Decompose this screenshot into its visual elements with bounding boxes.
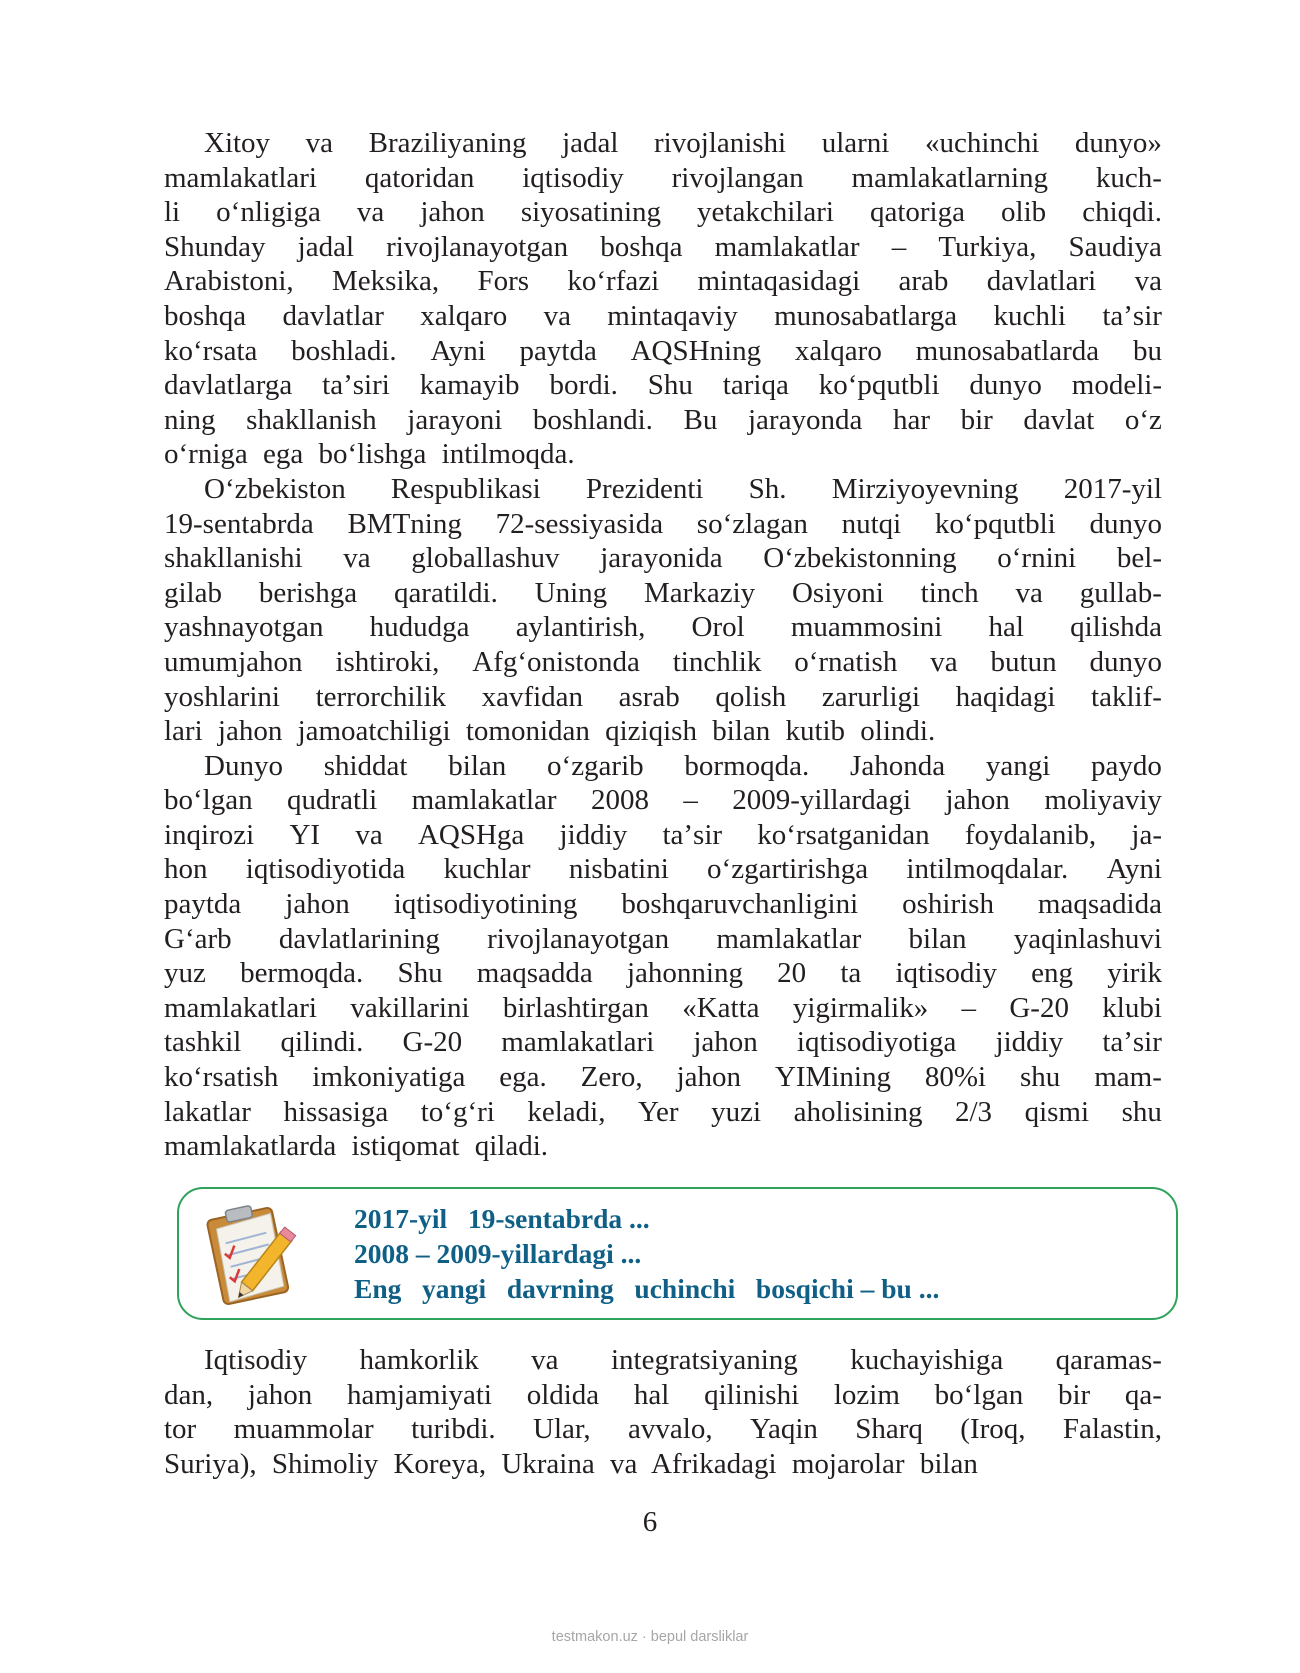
text-line: Arabistoni, Meksika, Fors koʻrfazi mintaqasidagi arab davlatlari va xyxy=(164,265,1162,298)
text-line: mamlakatlari vakillarini birlashtirgan «Katta yigirmalik» – G-20 klubi xyxy=(164,991,1162,1024)
text-line: li oʻnligiga va jahon siyosatining yetakchilari qatoriga olib chiqdi. xyxy=(164,196,1162,229)
text-line: paytda jahon iqtisodiyotining boshqaruvchanligini oshirish maqsadida xyxy=(164,888,1162,921)
text-line: oʻrniga ega boʻlishga intilmoqda. xyxy=(164,438,575,471)
text-line: mamlakatlari qatoridan iqtisodiy rivojlangan mamlakatlarning kuch- xyxy=(164,161,1162,194)
body-text-top xyxy=(164,126,1162,1164)
clipboard-pencil-icon xyxy=(193,1201,303,1313)
text-line: tor muammolar turibdi. Ular, avvalo, Yaqin Sharq (Iroq, Falastin, xyxy=(164,1413,1162,1446)
text-line: Oʻzbekiston Respublikasi Prezidenti Sh. Mirziyoyevning 2017-yil xyxy=(204,472,1162,505)
text-line: lakatlar hissasiga toʻgʻri keladi, Yer yuzi aholisining 2/3 qismi shu xyxy=(164,1095,1162,1128)
callout-prompt-2: 2008 – 2009-yillardagi ... xyxy=(354,1238,642,1269)
text-line: 19-sentabrda BMTning 72-sessiyasida soʻzlagan nutqi koʻpqutbli dunyo xyxy=(164,507,1162,540)
text-line: Dunyo shiddat bilan oʻzgarib bormoqda. Jahonda yangi paydo xyxy=(204,749,1162,782)
text-line: dan, jahon hamjamiyati oldida hal qilinishi lozim boʻlgan bir qa- xyxy=(164,1378,1162,1411)
text-line: Shunday jadal rivojlanayotgan boshqa mamlakatlar – Turkiya, Saudiya xyxy=(164,230,1162,263)
text-line: gilab berishga qaratildi. Uning Markaziy Osiyoni tinch va gullab- xyxy=(164,576,1162,609)
text-line: lari jahon jamoatchiligi tomonidan qiziqish bilan kutib olindi. xyxy=(164,715,936,748)
text-line: yashnayotgan hududga aylantirish, Orol muammosini hal qilishda xyxy=(164,611,1162,644)
page-number: 6 xyxy=(642,1506,658,1538)
text-line: davlatlarga taʼsiri kamayib bordi. Shu tariqa koʻpqutbli dunyo modeli- xyxy=(164,369,1162,402)
text-line: Suriya), Shimoliy Koreya, Ukraina va Afrikadagi mojarolar bilan xyxy=(164,1447,978,1480)
text-line: tashkil qilindi. G-20 mamlakatlari jahon iqtisodiyotiga jiddiy taʼsir xyxy=(164,1026,1162,1059)
text-line: Xitoy va Braziliyaning jadal rivojlanishi ularni «uchinchi dunyo» xyxy=(204,127,1162,159)
text-line: umumjahon ishtiroki, Afgʻonistonda tinchlik oʻrnatish va butun dunyo xyxy=(164,645,1162,678)
text-line: boʻlgan qudratli mamlakatlar 2008 – 2009-yillardagi jahon moliyaviy xyxy=(164,784,1162,817)
callout-prompt-3: Eng yangi davrning uchinchi bosqichi – bu ... xyxy=(354,1273,940,1304)
text-line: koʻrsata boshladi. Ayni paytda AQSHning xalqaro munosabatlarda bu xyxy=(164,334,1162,367)
text-line: koʻrsatish imkoniyatiga ega. Zero, jahon YIMining 80%i shu mam- xyxy=(164,1061,1162,1094)
callout-prompt-1: 2017-yil 19-sentabrda ... xyxy=(354,1203,650,1234)
question-callout-box xyxy=(177,1187,1178,1320)
text-line: Gʻarb davlatlarining rivojlanayotgan mamlakatlar bilan yaqinlashuvi xyxy=(164,922,1162,955)
text-line: boshqa davlatlar xalqaro va mintaqaviy munosabatlarga kuchli taʼsir xyxy=(164,299,1162,332)
text-line: shakllanishi va globallashuv jarayonida Oʻzbekistonning oʻrnini bel- xyxy=(164,542,1162,575)
text-line: inqirozi YI va AQSHga jiddiy taʼsir koʻrsatganidan foydalanib, ja- xyxy=(164,818,1162,851)
text-line: ning shakllanish jarayoni boshlandi. Bu jarayonda har bir davlat oʻz xyxy=(164,403,1162,436)
text-line: yuz bermoqda. Shu maqsadda jahonning 20 ta iqtisodiy eng yirik xyxy=(164,957,1162,990)
watermark: testmakon.uz · bepul darsliklar xyxy=(551,1629,749,1645)
text-line: Iqtisodiy hamkorlik va integratsiyaning kuchayishiga qaramas- xyxy=(204,1344,1162,1376)
text-line: yoshlarini terrorchilik xavfidan asrab qolish zarurligi haqidagi taklif- xyxy=(164,680,1162,713)
body-text-bottom xyxy=(164,1343,1162,1481)
text-line: hon iqtisodiyotida kuchlar nisbatini oʻzgartirishga intilmoqdalar. Ayni xyxy=(164,853,1162,886)
text-line: mamlakatlarda istiqomat qiladi. xyxy=(164,1130,549,1163)
